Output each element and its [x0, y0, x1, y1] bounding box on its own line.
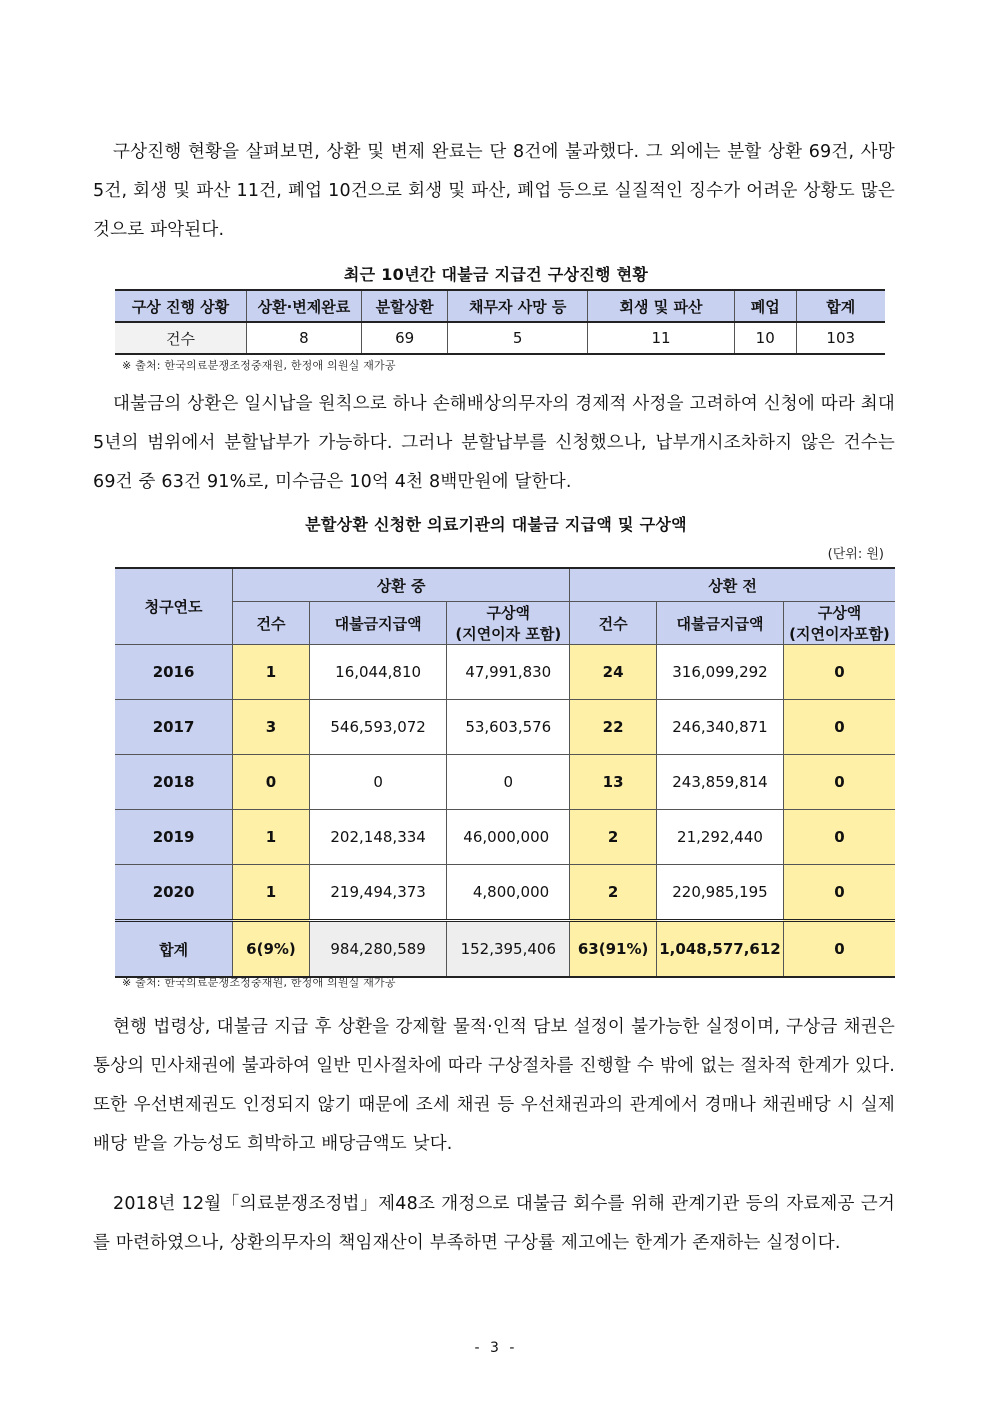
count-header: 건수: [233, 602, 310, 645]
total-count-cell: 63(91%): [570, 921, 657, 978]
table1-row-label: 건수: [115, 322, 246, 354]
paragraph-2-text: 대불금의 상환은 일시납을 원칙으로 하나 손해배상의무자의 경제적 사정을 고려하여 신청에 따라 최대 5년의 범위에서 분할납부가 가능하다. 그러나 분할납부를 신청했으나, 납부개시조차하지 않은 건수는 69건 중 63건 91%로, 미수금은 10억 4천 8백만원에 달한다.: [93, 394, 895, 492]
installment-table: [115, 567, 895, 978]
count-cell: 1: [233, 810, 310, 865]
total-label-cell: 합계: [115, 921, 233, 978]
year-cell: 2016: [115, 645, 233, 700]
count-cell: 24: [570, 645, 657, 700]
paid-cell: 16,044,810: [309, 645, 447, 700]
paid-cell: 246,340,871: [657, 700, 784, 755]
count-cell: 3: [233, 700, 310, 755]
paid-cell: 21,292,440: [657, 810, 784, 865]
table-row: [115, 810, 895, 865]
count-cell: 2: [570, 865, 657, 921]
table-row: [115, 645, 895, 700]
paragraph-4: [93, 1185, 895, 1263]
count-cell: 2: [570, 810, 657, 865]
paid-cell: 316,099,292: [657, 645, 784, 700]
paragraph-1-text: 구상진행 현황을 살펴보면, 상환 및 변제 완료는 단 8건에 불과했다. 그 외에는 분할 상환 69건, 사망 5건, 회생 및 파산 11건, 폐업 10건으로 회생 및 파산, 폐업 등으로 실질적인 징수가 어려운 상황도 많은 것으로 파악된다.: [93, 142, 895, 240]
table1-header: 회생 및 파산: [588, 290, 735, 322]
table1-header-row: [115, 290, 885, 322]
total-paid-cell: 984,280,589: [309, 921, 447, 978]
claim-cell: 0: [783, 865, 895, 921]
year-cell: 2019: [115, 810, 233, 865]
paragraph-1: [93, 133, 895, 250]
claim-cell: 4,800,000: [447, 865, 570, 921]
paid-cell: 220,985,195: [657, 865, 784, 921]
group-repaying-header: 상환 중: [233, 568, 570, 602]
claim-header-line1: 구상액: [817, 604, 862, 622]
paragraph-3: [93, 1008, 895, 1164]
table1-header: 분할상환: [361, 290, 447, 322]
table1-cell: 5: [448, 322, 588, 354]
col-year-header: 청구연도: [115, 568, 233, 645]
count-cell: 1: [233, 865, 310, 921]
table2-source: ※ 출처: 한국의료분쟁조정중재원, 한정애 의원실 재가공: [122, 976, 396, 989]
paid-header: 대불금지급액: [657, 602, 784, 645]
year-cell: 2020: [115, 865, 233, 921]
table-row: [115, 755, 895, 810]
table1-cell: 103: [796, 322, 885, 354]
paragraph-4-text: 2018년 12월「의료분쟁조정법」제48조 개정으로 대불금 회수를 위해 관계기관 등의 자료제공 근거를 마련하였으나, 상환의무자의 책임재산이 부족하면 구상률 제고에는 한계가 존재하는 실정이다.: [93, 1194, 895, 1253]
total-claim-cell: 152,395,406: [447, 921, 570, 978]
table1-cell: 10: [734, 322, 796, 354]
table2-caption: 분할상환 신청한 의료기관의 대불금 지급액 및 구상액: [305, 515, 687, 534]
claim-header-line2: (지연이자 포함): [455, 625, 562, 643]
table2-sub-row: [115, 602, 895, 645]
paid-cell: 219,494,373: [309, 865, 447, 921]
table1-header: 상환·변제완료: [246, 290, 361, 322]
claim-header: [447, 602, 570, 645]
table1-header: 채무자 사망 등: [448, 290, 588, 322]
count-cell: 0: [233, 755, 310, 810]
table1-header: 합계: [796, 290, 885, 322]
total-paid-cell: 1,048,577,612: [657, 921, 784, 978]
claim-cell: 0: [447, 755, 570, 810]
claim-header-line2: (지연이자포함): [789, 625, 890, 643]
year-cell: 2017: [115, 700, 233, 755]
total-count-cell: 6(9%): [233, 921, 310, 978]
table2-group-row: [115, 568, 895, 602]
paid-cell: 243,859,814: [657, 755, 784, 810]
table1-header: 폐업: [734, 290, 796, 322]
table1-source: ※ 출처: 한국의료분쟁조정중재원, 한정애 의원실 재가공: [122, 359, 396, 372]
paid-header: 대불금지급액: [309, 602, 447, 645]
table-row: [115, 700, 895, 755]
claim-cell: 47,991,830: [447, 645, 570, 700]
paragraph-2: [93, 385, 895, 502]
paid-cell: 546,593,072: [309, 700, 447, 755]
paid-cell: 202,148,334: [309, 810, 447, 865]
claim-cell: 0: [783, 645, 895, 700]
table1-cell: 11: [588, 322, 735, 354]
table1-caption: 최근 10년간 대불금 지급건 구상진행 현황: [343, 265, 649, 284]
table1-row: [115, 322, 885, 354]
page-number: - 3 -: [474, 1340, 518, 1356]
count-header: 건수: [570, 602, 657, 645]
claim-cell: 0: [783, 755, 895, 810]
total-claim-cell: 0: [783, 921, 895, 978]
count-cell: 22: [570, 700, 657, 755]
paragraph-3-text: 현행 법령상, 대불금 지급 후 상환을 강제할 물적·인적 담보 설정이 불가능한 실정이며, 구상금 채권은 통상의 민사채권에 불과하여 일반 민사절차에 따라 구상절차를 진행할 수 밖에 없는 절차적 한계가 있다. 또한 우선변제권도 인정되지 않기 때문에 조세 채권 등 우선채권과의 관계에서 경매나 채권배당 시 실제 배당 받을 가능성도 희박하고 배당금액도 낮다.: [93, 1017, 895, 1154]
group-before-header: 상환 전: [570, 568, 895, 602]
table1-cell: 69: [361, 322, 447, 354]
table1-header: 구상 진행 상황: [115, 290, 246, 322]
total-row: [115, 921, 895, 978]
claim-cell: 0: [783, 810, 895, 865]
paid-cell: 0: [309, 755, 447, 810]
claim-header-line1: 구상액: [486, 604, 531, 622]
count-cell: 1: [233, 645, 310, 700]
count-cell: 13: [570, 755, 657, 810]
claim-cell: 53,603,576: [447, 700, 570, 755]
table-row: [115, 865, 895, 921]
claim-header: [783, 602, 895, 645]
repayment-status-table: [115, 289, 885, 355]
claim-cell: 0: [783, 700, 895, 755]
table1-cell: 8: [246, 322, 361, 354]
year-cell: 2018: [115, 755, 233, 810]
table2-unit: (단위: 원): [827, 547, 884, 562]
claim-cell: 46,000,000: [447, 810, 570, 865]
